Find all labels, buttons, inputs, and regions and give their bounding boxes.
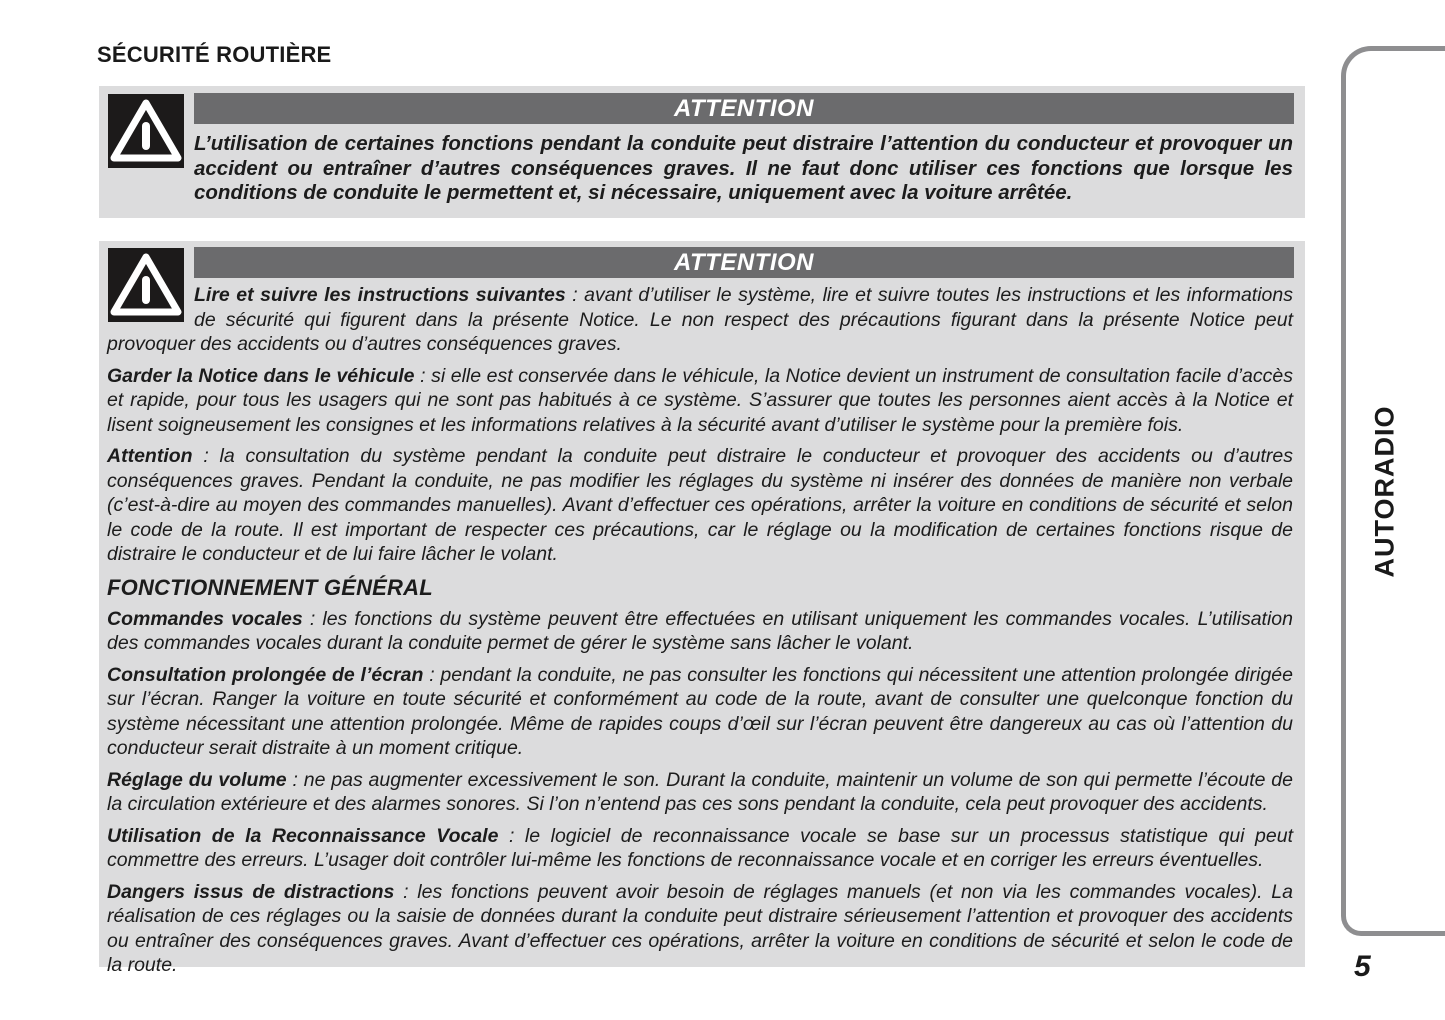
paragraph-lead: Commandes vocales: [107, 607, 303, 630]
paragraph-body: : pendant la conduite, ne pas consulter les fonctions qui nécessitent une attention prolongée dirigée sur l’écran. Ranger la voiture en toute sécurité et conformément au code de la route, avant de consulter une quelconque fonction du système nécessitant une attention prolongée. Même de rapides coups d’œil sur l’écran peuvent être dangereux au cas où l’attention du conducteur serait distraite à un moment critique.: [107, 663, 1293, 759]
warning-text: [107, 283, 1293, 985]
paragraph-voice-recognition: [107, 824, 1293, 873]
page-number: 5: [1354, 950, 1371, 983]
subheading-general-operation: FONCTIONNEMENT GÉNÉRAL: [107, 574, 433, 600]
warning-text: [107, 132, 1293, 206]
paragraph-body: : les fonctions peuvent avoir besoin de réglages manuels (et non via les commandes vocales). La réalisation de ces réglages ou la saisie de données durant la conduite peut distraire sérieusement l’attention et provoquer des accidents ou entraîner des conséquences graves. Avant d’effectuer ces opérations, arrêter la voiture en conditions de sécurité et selon le code de la route.: [107, 880, 1293, 976]
paragraph-body: : ne pas augmenter excessivement le son. Durant la conduite, maintenir un volume de son qui permette l’écoute de la circulation extérieure et des alarmes sonores. Si l’on n’entend pas ces sons pendant la conduite, cela peut provoquer des accidents.: [107, 768, 1293, 815]
paragraph-voice-commands: [107, 607, 1293, 656]
paragraph-lead: Consultation prolongée de l’écran: [107, 663, 424, 686]
section-title: SÉCURITÉ ROUTIÈRE: [97, 42, 332, 67]
paragraph-body: : avant d’utiliser le système, lire et suivre toutes les instructions et les informations de sécurité qui figurent dans la présente Notice. Le non respect des précautions figurant dans la présente Notice peut provoquer des accidents ou d’autres conséquences graves.: [107, 284, 1293, 355]
paragraph-body: : si elle est conservée dans le véhicule, la Notice devient un instrument de consultation facile d’accès et rapide, pour tous les usagers qui ne sont pas habitués à ce système. S’assurer que toutes les personnes aient accès à la Notice et lisent soigneusement les consignes et les informations relatives à la sécurité avant d’utiliser le système pour la première fois.: [107, 364, 1293, 436]
paragraph-lead: Garder la Notice dans le véhicule: [107, 364, 415, 387]
paragraph-lead: Lire et suivre les instructions suivantes: [194, 284, 566, 306]
paragraph-lead: Réglage du volume: [107, 768, 287, 791]
paragraph-keep-manual: [107, 364, 1293, 438]
chapter-label-text: AUTORADIO: [1369, 405, 1400, 578]
paragraph-instructions: [107, 283, 1293, 357]
paragraph-distractions: [107, 880, 1293, 978]
paragraph-body: : le logiciel de reconnaissance vocale se base sur un processus statistique qui peut commettre des erreurs. L’usager doit contrôler lui-même les fonctions de reconnaissance vocale et en corriger les erreurs éventuelles.: [107, 824, 1293, 871]
paragraph-lead: Attention: [107, 445, 193, 467]
attention-title-bar: ATTENTION: [194, 93, 1294, 124]
warning-box-2: [99, 241, 1305, 976]
attention-title-bar: ATTENTION: [194, 247, 1294, 278]
warning-box-1: [99, 86, 1305, 218]
paragraph-screen-viewing: [107, 663, 1293, 761]
warning-body: L’utilisation de certaines fonctions pendant la conduite peut distraire l’attention du conducteur et provoquer un accident ou entraîner d’autres conséquences graves. Il ne faut donc utiliser ces fonctions que lorsque les conditions de conduite le permettent et, si nécessaire, uniquement avec la voiture arrêtée.: [194, 132, 1293, 204]
paragraph-volume: [107, 768, 1293, 817]
paragraph-body: : les fonctions du système peuvent être effectuées en utilisant uniquement les commandes vocales. L’utilisation des commandes vocales durant la conduite permet de gérer le système sans lâcher le volant.: [107, 607, 1293, 654]
paragraph-lead: Dangers issus de distractions: [107, 880, 395, 903]
paragraph-body: : la consultation du système pendant la conduite peut distraire le conducteur et provoquer des accidents ou d’autres conséquences graves. Pendant la conduite, ne pas modifier les réglages du système ni insérer des données de manière non verbale (c’est-à-dire au moyen des commandes manuelles). Avant d’effectuer ces opérations, arrêter la voiture en conditions de sécurité et selon le code de la route. Il est important de respecter ces précautions, car le réglage ou la modification de certaines fonctions risque de distraire le conducteur et de lui faire lâcher le volant.: [107, 445, 1293, 565]
paragraph-attention: [107, 444, 1293, 567]
paragraph-lead: Utilisation de la Reconnaissance Vocale: [107, 824, 499, 847]
